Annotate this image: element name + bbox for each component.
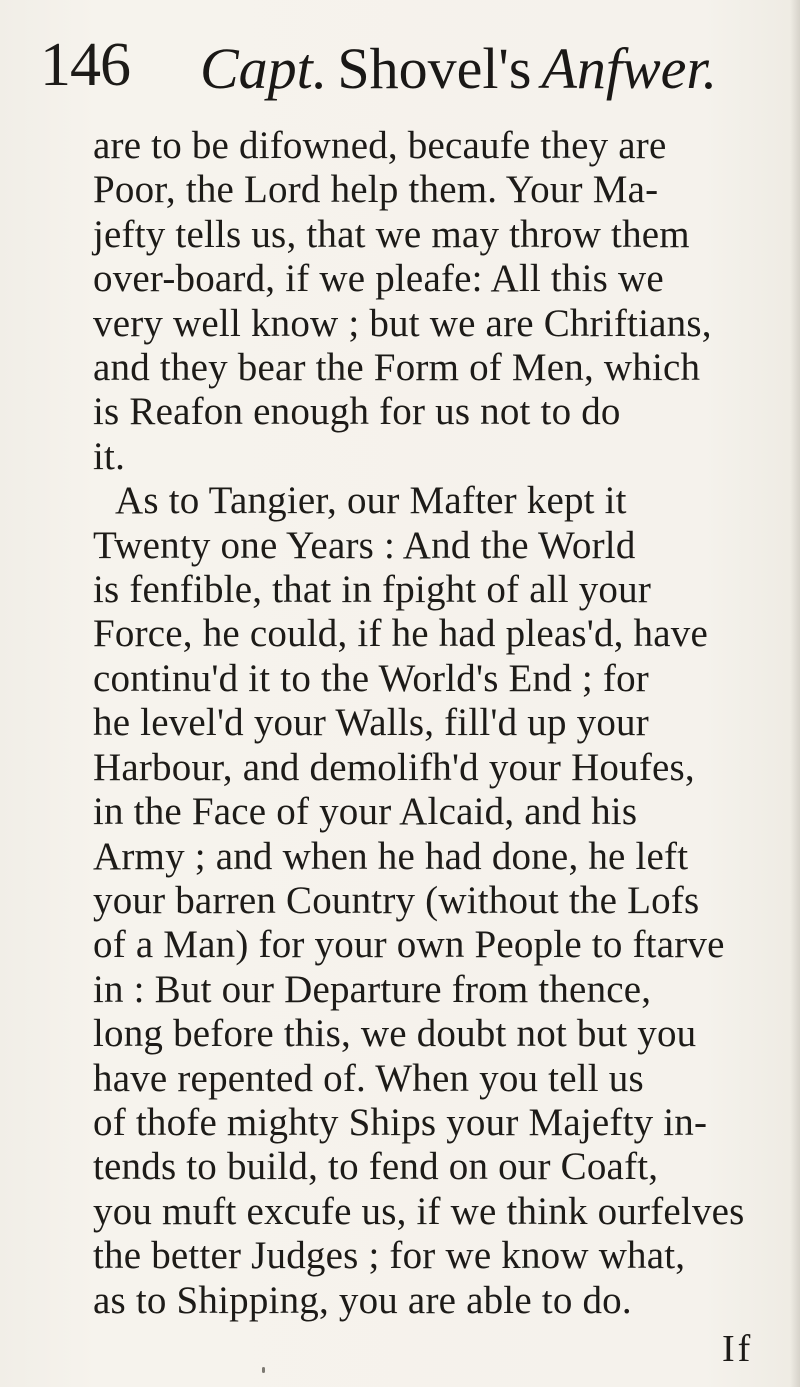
text-line: your barren Country (without the Lofs — [93, 878, 700, 922]
text-line: As to Tangier, our Mafter kept it — [115, 479, 627, 523]
text-line: long before this, we doubt not but you — [93, 1012, 697, 1056]
running-head-word: Anfwer. — [541, 36, 718, 101]
running-header — [40, 24, 780, 114]
body-text — [93, 124, 773, 1323]
text-line: of a Man) for your own People to ftarve — [93, 923, 725, 967]
text-line: Army ; and when he had done, he left — [93, 834, 689, 878]
text-line: Twenty one Years : And the World — [93, 523, 636, 567]
text-line: Harbour, and demolifh'd your Houfes, — [93, 745, 695, 789]
printer-mark — [262, 1367, 265, 1373]
running-head-title — [200, 36, 718, 101]
text-line: are to be difowned, becaufe they are — [93, 124, 667, 167]
page-number: 146 — [40, 31, 130, 99]
text-line: jefty tells us, that we may throw them — [93, 212, 690, 256]
text-line: of thofe mighty Ships your Majefty in- — [93, 1100, 708, 1144]
text-line: over-board, if we pleafe: All this we — [93, 257, 664, 301]
text-line: Poor, the Lord help them. Your Ma- — [93, 168, 659, 212]
running-head-capt: Capt. — [200, 36, 328, 101]
text-line: as to Shipping, you are able to do. — [93, 1278, 632, 1322]
text-line: have repented of. When you tell us — [93, 1056, 644, 1100]
text-line: Force, he could, if he had pleas'd, have — [93, 612, 708, 656]
text-line: in the Face of your Alcaid, and his — [93, 790, 638, 834]
text-line: is fenfible, that in fpight of all your — [93, 568, 652, 612]
catchword: If — [722, 1328, 754, 1370]
text-line: tends to build, to fend on our Coaft, — [93, 1145, 659, 1189]
text-line: continu'd it to the World's End ; for — [93, 656, 649, 700]
text-line: you muft excufe us, if we think ourfelves — [93, 1189, 745, 1233]
page-edge-shadow — [790, 0, 800, 1387]
text-line: is Reafon enough for us not to do — [93, 390, 621, 434]
text-line: and they bear the Form of Men, which — [93, 346, 701, 390]
text-line: he level'd your Walls, fill'd up your — [93, 701, 649, 745]
text-line: in : But our Departure from thence, — [93, 967, 652, 1011]
running-head-name: Shovel's — [337, 36, 532, 101]
text-line: very well know ; but we are Chriftians, — [93, 301, 712, 345]
text-line: it. — [93, 434, 126, 478]
text-line: the better Judges ; for we know what, — [93, 1234, 686, 1278]
